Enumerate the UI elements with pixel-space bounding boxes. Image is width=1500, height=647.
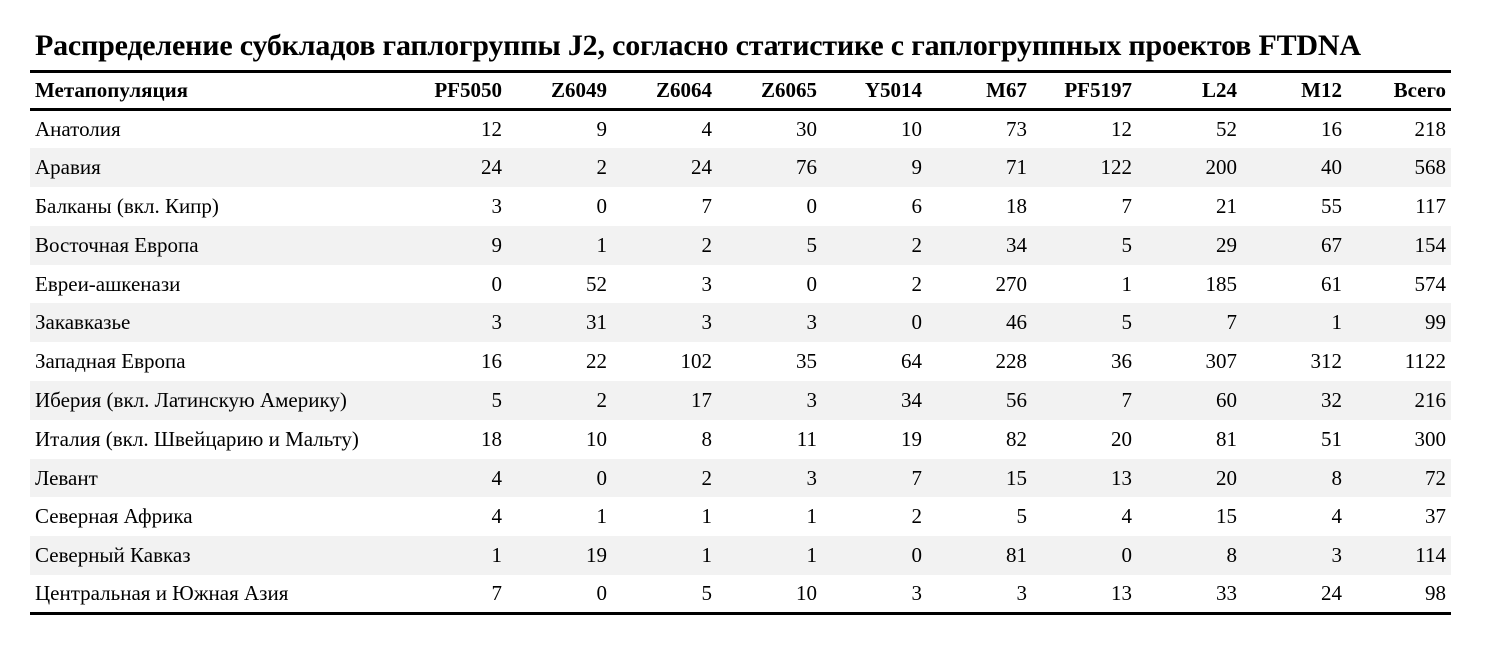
table-cell: 73	[1006, 117, 1027, 142]
table-cell: 46	[1006, 310, 1027, 335]
table-cell: 37	[1425, 504, 1446, 529]
table-cell: 2	[911, 271, 922, 296]
table-cell: 8	[1331, 465, 1342, 490]
table-row	[30, 420, 1451, 459]
column-header-8: L24	[1201, 78, 1237, 102]
table-cell: 4	[491, 504, 502, 529]
table-row	[30, 110, 1451, 149]
table-cell: 52	[586, 271, 607, 296]
table-cell: 5	[1016, 504, 1027, 529]
table-cell: 17	[691, 387, 712, 412]
table-cell: 30	[796, 117, 817, 142]
row-label: Северная Африка	[35, 504, 193, 529]
table-cell: 99	[1425, 310, 1446, 335]
table-cell: 19	[586, 543, 607, 568]
table-cell: 19	[901, 426, 922, 451]
table-cell: 3	[806, 387, 817, 412]
column-header-0: Метапопуляция	[35, 78, 189, 102]
column-header-2: Z6049	[550, 78, 607, 102]
table-cell: 9	[911, 155, 922, 180]
table-cell: 7	[1121, 387, 1132, 412]
table-cell: 216	[1414, 387, 1446, 412]
table-cell: 1122	[1404, 349, 1446, 374]
table-body	[30, 110, 1451, 614]
table-cell: 13	[1111, 581, 1132, 606]
table-cell: 36	[1111, 349, 1132, 374]
table-cell: 114	[1415, 543, 1446, 568]
table-cell: 11	[796, 426, 817, 451]
table-cell: 72	[1425, 465, 1446, 490]
table-cell: 51	[1321, 426, 1342, 451]
table-cell: 55	[1321, 193, 1342, 218]
table-cell: 32	[1321, 387, 1342, 412]
table-row	[30, 303, 1451, 342]
table-cell: 81	[1216, 426, 1237, 451]
table-cell: 24	[691, 155, 712, 180]
table-cell: 0	[491, 271, 502, 296]
table-cell: 574	[1414, 271, 1446, 296]
column-header-3: Z6064	[655, 78, 712, 102]
table-cell: 1	[596, 232, 607, 257]
table-row	[30, 226, 1451, 265]
table-cell: 307	[1205, 349, 1237, 374]
table-cell: 0	[911, 310, 922, 335]
table-cell: 10	[796, 581, 817, 606]
table-cell: 0	[806, 271, 817, 296]
table-row	[30, 265, 1451, 304]
table-cell: 3	[701, 310, 712, 335]
table-cell: 1	[701, 504, 712, 529]
table-cell: 31	[586, 310, 607, 335]
row-label: Иберия (вкл. Латинскую Америку)	[35, 387, 347, 412]
column-header-7: PF5197	[1064, 78, 1132, 102]
table-cell: 24	[1321, 581, 1342, 606]
table-cell: 228	[995, 349, 1027, 374]
table-cell: 3	[491, 193, 502, 218]
table-cell: 122	[1100, 155, 1132, 180]
table-row	[30, 381, 1451, 420]
row-label: Восточная Европа	[35, 232, 199, 257]
column-header-1: PF5050	[434, 78, 502, 102]
table-cell: 52	[1216, 117, 1237, 142]
table-cell: 5	[701, 581, 712, 606]
table-row	[30, 148, 1451, 187]
table-cell: 10	[901, 117, 922, 142]
table-cell: 2	[911, 504, 922, 529]
table-cell: 0	[596, 193, 607, 218]
table-cell: 312	[1310, 349, 1342, 374]
table-cell: 0	[596, 465, 607, 490]
table-cell: 4	[1121, 504, 1132, 529]
table-cell: 5	[1121, 232, 1132, 257]
table-cell: 4	[701, 117, 712, 142]
table-cell: 12	[481, 117, 502, 142]
table-cell: 15	[1216, 504, 1237, 529]
table-row	[30, 536, 1451, 575]
table-cell: 24	[481, 155, 502, 180]
table-cell: 81	[1006, 543, 1027, 568]
table-cell: 71	[1006, 155, 1027, 180]
table-cell: 5	[491, 387, 502, 412]
table-cell: 2	[596, 387, 607, 412]
table-cell: 3	[491, 310, 502, 335]
table-cell: 61	[1321, 271, 1342, 296]
column-header-9: M12	[1301, 78, 1342, 102]
table-cell: 1	[1121, 271, 1132, 296]
table-cell: 0	[596, 581, 607, 606]
table-cell: 2	[701, 465, 712, 490]
table-cell: 0	[911, 543, 922, 568]
table-cell: 4	[1331, 504, 1342, 529]
table-cell: 98	[1425, 581, 1446, 606]
table-row	[30, 342, 1451, 381]
table-cell: 76	[796, 155, 817, 180]
table-row	[30, 187, 1451, 226]
table-cell: 102	[680, 349, 712, 374]
column-header-4: Z6065	[760, 78, 817, 102]
table-cell: 6	[911, 193, 922, 218]
table-cell: 21	[1216, 193, 1237, 218]
table-cell: 1	[1331, 310, 1342, 335]
table-container	[30, 26, 1451, 615]
table-cell: 3	[806, 465, 817, 490]
table-cell: 2	[701, 232, 712, 257]
table-cell: 67	[1321, 232, 1342, 257]
table-cell: 4	[491, 465, 502, 490]
row-label: Аравия	[35, 155, 101, 180]
table-cell: 34	[901, 387, 922, 412]
table-cell: 40	[1321, 155, 1342, 180]
table-cell: 154	[1414, 232, 1446, 257]
table-cell: 3	[1016, 581, 1027, 606]
table-cell: 0	[1121, 543, 1132, 568]
table-cell: 5	[806, 232, 817, 257]
table-cell: 64	[901, 349, 922, 374]
table-cell: 3	[1331, 543, 1342, 568]
table-cell: 3	[701, 271, 712, 296]
table-cell: 200	[1205, 155, 1237, 180]
row-label: Левант	[35, 465, 98, 490]
table-cell: 33	[1216, 581, 1237, 606]
table-cell: 3	[911, 581, 922, 606]
table-cell: 117	[1415, 193, 1446, 218]
header-row	[30, 72, 1451, 110]
table-cell: 56	[1006, 387, 1027, 412]
table-cell: 185	[1205, 271, 1237, 296]
column-header-6: M67	[986, 78, 1027, 102]
table-cell: 10	[586, 426, 607, 451]
table-cell: 7	[491, 581, 502, 606]
row-label: Северный Кавказ	[35, 543, 191, 568]
table-cell: 300	[1414, 426, 1446, 451]
table-cell: 1	[491, 543, 502, 568]
table-row	[30, 575, 1451, 614]
table-cell: 34	[1006, 232, 1027, 257]
table-cell: 1	[701, 543, 712, 568]
table-cell: 7	[701, 193, 712, 218]
table-cell: 2	[911, 232, 922, 257]
table-cell: 1	[596, 504, 607, 529]
table-cell: 270	[995, 271, 1027, 296]
table-cell: 8	[1226, 543, 1237, 568]
row-label: Балканы (вкл. Кипр)	[35, 193, 219, 218]
table-cell: 2	[596, 155, 607, 180]
table-cell: 22	[586, 349, 607, 374]
subclade-table	[30, 70, 1451, 615]
table-cell: 568	[1414, 155, 1446, 180]
table-cell: 1	[806, 504, 817, 529]
table-cell: 7	[1121, 193, 1132, 218]
row-label: Центральная и Южная Азия	[35, 581, 289, 606]
table-title: Распределение субкладов гаплогруппы J2, согласно статистике с гаплогруппных проектов FTDNA	[35, 29, 1361, 62]
table-cell: 8	[701, 426, 712, 451]
table-cell: 9	[596, 117, 607, 142]
table-cell: 20	[1111, 426, 1132, 451]
table-cell: 3	[806, 310, 817, 335]
table-cell: 218	[1414, 117, 1446, 142]
table-cell: 20	[1216, 465, 1237, 490]
table-cell: 29	[1216, 232, 1237, 257]
table-cell: 18	[481, 426, 502, 451]
table-cell: 12	[1111, 117, 1132, 142]
table-row	[30, 497, 1451, 536]
table-cell: 15	[1006, 465, 1027, 490]
table-cell: 60	[1216, 387, 1237, 412]
row-label: Евреи-ашкенази	[35, 271, 181, 296]
row-label: Италия (вкл. Швейцарию и Мальту)	[35, 426, 359, 451]
row-label: Закавказье	[35, 310, 131, 335]
table-cell: 1	[806, 543, 817, 568]
table-row	[30, 459, 1451, 498]
column-header-5: Y5014	[864, 78, 922, 102]
table-cell: 35	[796, 349, 817, 374]
table-cell: 9	[491, 232, 502, 257]
table-cell: 0	[806, 193, 817, 218]
table-cell: 7	[911, 465, 922, 490]
table-cell: 7	[1226, 310, 1237, 335]
table-cell: 16	[1321, 117, 1342, 142]
table-cell: 16	[481, 349, 502, 374]
table-cell: 18	[1006, 193, 1027, 218]
table-cell: 13	[1111, 465, 1132, 490]
column-header-10: Всего	[1393, 78, 1446, 102]
row-label: Анатолия	[35, 117, 121, 142]
row-label: Западная Европа	[35, 349, 186, 374]
table-cell: 82	[1006, 426, 1027, 451]
table-cell: 5	[1121, 310, 1132, 335]
